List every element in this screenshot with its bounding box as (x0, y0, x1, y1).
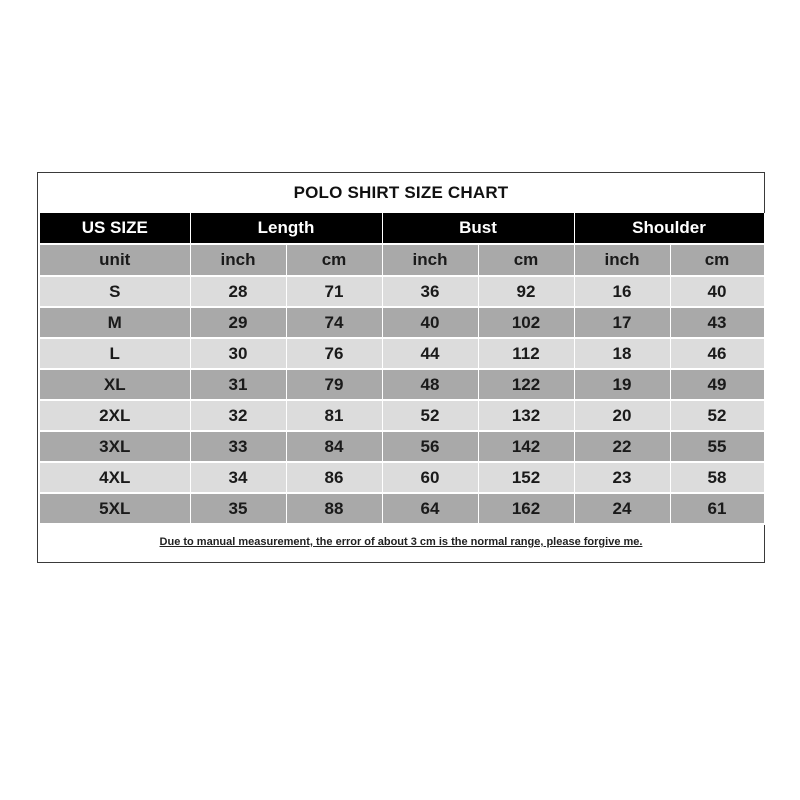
unit-shoulder-inch: inch (574, 244, 670, 276)
cell-bust-inch: 56 (382, 431, 478, 462)
chart-title: POLO SHIRT SIZE CHART (293, 183, 509, 202)
unit-length-cm: cm (286, 244, 382, 276)
cell-bust-cm: 122 (478, 369, 574, 400)
cell-length-inch: 34 (190, 462, 286, 493)
cell-size: 2XL (40, 400, 190, 431)
cell-bust-cm: 152 (478, 462, 574, 493)
cell-length-inch: 31 (190, 369, 286, 400)
unit-row (40, 244, 764, 276)
header-shoulder: Shoulder (574, 213, 764, 244)
cell-bust-inch: 60 (382, 462, 478, 493)
cell-bust-inch: 52 (382, 400, 478, 431)
cell-shoulder-inch: 24 (574, 493, 670, 524)
cell-shoulder-inch: 17 (574, 307, 670, 338)
cell-length-inch: 28 (190, 276, 286, 307)
table-row (40, 400, 764, 431)
cell-length-cm: 74 (286, 307, 382, 338)
table-row (40, 307, 764, 338)
cell-bust-inch: 36 (382, 276, 478, 307)
cell-length-inch: 33 (190, 431, 286, 462)
table-row (40, 431, 764, 462)
cell-length-cm: 86 (286, 462, 382, 493)
cell-bust-inch: 40 (382, 307, 478, 338)
cell-shoulder-cm: 40 (670, 276, 764, 307)
unit-shoulder-cm: cm (670, 244, 764, 276)
cell-size: 4XL (40, 462, 190, 493)
cell-size: XL (40, 369, 190, 400)
unit-label: unit (40, 244, 190, 276)
cell-size: L (40, 338, 190, 369)
cell-shoulder-cm: 46 (670, 338, 764, 369)
cell-shoulder-inch: 18 (574, 338, 670, 369)
cell-bust-cm: 112 (478, 338, 574, 369)
cell-length-cm: 79 (286, 369, 382, 400)
measurement-note: Due to manual measurement, the error of about 3 cm is the normal range, please forgive me. (159, 536, 643, 548)
cell-length-inch: 30 (190, 338, 286, 369)
cell-size: M (40, 307, 190, 338)
table-row (40, 462, 764, 493)
header-us-size: US SIZE (40, 213, 190, 244)
header-bust: Bust (382, 213, 574, 244)
cell-shoulder-cm: 58 (670, 462, 764, 493)
cell-length-cm: 84 (286, 431, 382, 462)
cell-size: S (40, 276, 190, 307)
cell-length-cm: 88 (286, 493, 382, 524)
header-length: Length (190, 213, 382, 244)
cell-shoulder-inch: 22 (574, 431, 670, 462)
cell-length-cm: 76 (286, 338, 382, 369)
cell-shoulder-cm: 43 (670, 307, 764, 338)
cell-size: 5XL (40, 493, 190, 524)
unit-bust-cm: cm (478, 244, 574, 276)
cell-length-cm: 71 (286, 276, 382, 307)
cell-shoulder-cm: 49 (670, 369, 764, 400)
cell-length-inch: 32 (190, 400, 286, 431)
cell-bust-cm: 102 (478, 307, 574, 338)
cell-shoulder-inch: 20 (574, 400, 670, 431)
cell-bust-cm: 142 (478, 431, 574, 462)
table-row (40, 369, 764, 400)
cell-bust-cm: 92 (478, 276, 574, 307)
cell-shoulder-cm: 55 (670, 431, 764, 462)
table-row (40, 338, 764, 369)
cell-size: 3XL (40, 431, 190, 462)
cell-bust-inch: 44 (382, 338, 478, 369)
unit-length-inch: inch (190, 244, 286, 276)
table-row (40, 493, 764, 524)
table-row (40, 276, 764, 307)
size-chart (37, 172, 765, 563)
size-table (40, 213, 765, 525)
cell-bust-inch: 48 (382, 369, 478, 400)
cell-shoulder-cm: 52 (670, 400, 764, 431)
header-row (40, 213, 764, 244)
cell-length-inch: 29 (190, 307, 286, 338)
cell-bust-cm: 132 (478, 400, 574, 431)
cell-length-cm: 81 (286, 400, 382, 431)
cell-shoulder-inch: 23 (574, 462, 670, 493)
cell-bust-cm: 162 (478, 493, 574, 524)
cell-shoulder-cm: 61 (670, 493, 764, 524)
unit-bust-inch: inch (382, 244, 478, 276)
cell-shoulder-inch: 16 (574, 276, 670, 307)
cell-bust-inch: 64 (382, 493, 478, 524)
cell-shoulder-inch: 19 (574, 369, 670, 400)
cell-length-inch: 35 (190, 493, 286, 524)
